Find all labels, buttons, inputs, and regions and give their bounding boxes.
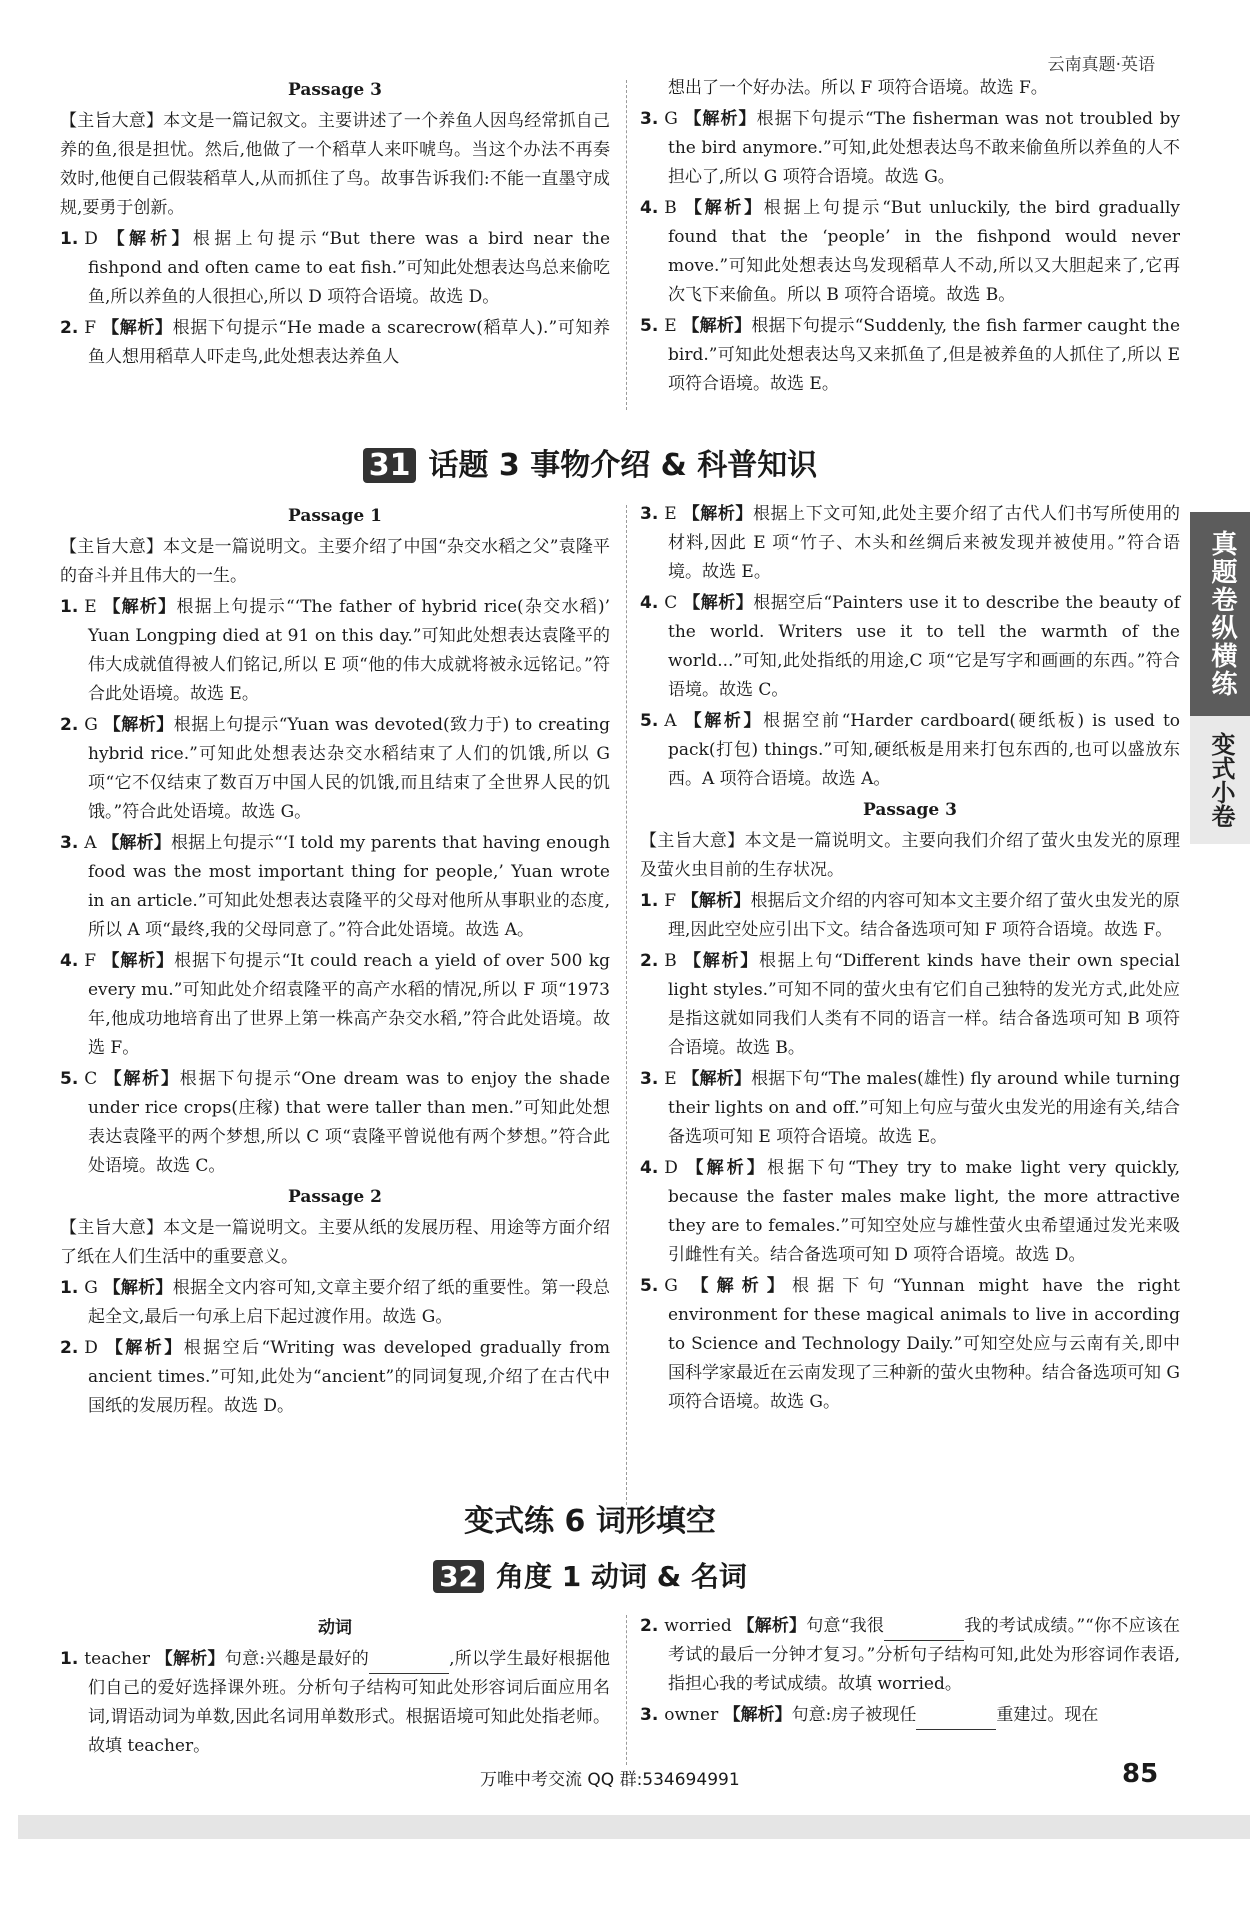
summary: 【主旨大意】本文是一篇说明文。主要介绍了中国“杂交水稻之父”袁隆平的奋斗并且伟大的一生。 xyxy=(60,537,610,586)
answer-item: 2. D 【解析】根据空后“Writing was developed gradually from ancient times.”可知,此处为“ancient”的同词复现,介绍了在古代中国纸的发展历程。故选 D。 xyxy=(60,1338,610,1416)
section-badge: 32 xyxy=(433,1560,484,1593)
answer-item: 1. E 【解析】根据上句提示“‘The father of hybrid rice(杂交水稻)’ Yuan Longping died at 91 on this day.”可知此处想表达袁隆平的伟大成就值得被人们铭记,所以 E 项“他的伟大成就将被永远铭记。”符合此处语境。故选 E。 xyxy=(60,597,611,704)
answer-item: 1. teacher 【解析】句意:兴趣是最好的 ,所以学生最好根据他们自己的爱好选择课外班。分析句子结构可知此处形容词后面应用名词,谓语动词为单数,因此名词用单数形式。根据语境可知此处指老师。故填 teacher。 xyxy=(60,1649,610,1756)
top-right-column xyxy=(640,74,1180,401)
page-header: 云南真题·英语 xyxy=(1047,55,1155,75)
bottom-bar xyxy=(18,1815,1250,1839)
fill-blank xyxy=(884,1622,964,1641)
answer-item: 3. E 【解析】根据下句“The males(雄性) fly around while turning their lights on and off.”可知上句应与萤火虫发光的用途有关,结合备选项可知 E 项符合语境。故选 E。 xyxy=(640,1069,1181,1147)
answer-item: 2. F 【解析】根据下句提示“He made a scarecrow(稻草人).”可知养鱼人想用稻草人吓走鸟,此处想表达养鱼人 xyxy=(60,318,611,367)
section-32-heading: 32 角度 1 动词 & 名词 xyxy=(0,1555,1180,1595)
passage-title: Passage 2 xyxy=(288,1187,382,1207)
answer-item: 2. B 【解析】根据上句“Different kinds have their own special light styles.”可知不同的萤火虫有它们自己独特的发光方式,此处应是指这就如同我们人类有不同的语言一样。结合备选项可知 B 项符合语境。故选 B。 xyxy=(640,951,1180,1058)
footer-qq: 万唯中考交流 QQ 群:534694991 xyxy=(480,1770,740,1790)
side-tab-light-label: 变式小卷 xyxy=(1207,732,1235,828)
answer-item: 5. C 【解析】根据下句提示“One dream was to enjoy the shade under rice crops(庄稼) that were taller than men.”可知此处想表达袁隆平的两个梦想,所以 C 项“袁隆平曾说他有两个梦想。”符合此处语境。故选 C。 xyxy=(60,1069,611,1176)
summary: 【主旨大意】本文是一篇记叙文。主要讲述了一个养鱼人因鸟经常抓自己养的鱼,很是担忧。然后,他做了一个稻草人来吓唬鸟。当这个办法不再奏效时,他便自己假装稻草人,从而抓住了鸟。故事告诉我们:不能一直墨守成规,要勇于创新。 xyxy=(60,111,610,218)
mid-right-column xyxy=(640,500,1180,1419)
answer-item: 5. E 【解析】根据下句提示“Suddenly, the fish farmer caught the bird.”可知此处想表达鸟又来抓鱼了,但是被养鱼的人抓住了,所以 E 项符合语境。故选 E。 xyxy=(640,316,1180,394)
bottom-right-column xyxy=(640,1612,1180,1732)
answer-item: 4. D 【解析】根据下句“They try to make light very quickly, because the faster males make light, the more attractive they are to females.”可知空处应与雄性萤火虫希望通过发光来吸引雌性有关。结合备选项可知 D 项符合语境。故选 D。 xyxy=(640,1158,1180,1265)
answer-item: 3. A 【解析】根据上句提示“‘I told my parents that having enough food was the most important thing for people,’ Yuan wrote in an article.”可知此处想表达袁隆平的父母对他所从事职业的态度,所以 A 项“最终,我的父母同意了。”符合此处语境。故选 A。 xyxy=(60,833,611,940)
section-31-heading: 31 话题 3 事物介绍 & 科普知识 xyxy=(0,440,1180,484)
passage-title: Passage 3 xyxy=(288,80,382,100)
column-divider xyxy=(626,80,627,410)
continuation-text: 想出了一个好办法。所以 F 项符合语境。故选 F。 xyxy=(668,78,1048,98)
fill-blank xyxy=(369,1655,449,1674)
bottom-left-column xyxy=(60,1612,610,1763)
fill-blank xyxy=(916,1711,996,1730)
section-change6-heading: 变式练 6 词形填空 xyxy=(464,1504,716,1539)
answer-item: 1. G 【解析】根据全文内容可知,文章主要介绍了纸的重要性。第一段总起全文,最后一句承上启下起过渡作用。故选 G。 xyxy=(60,1278,611,1327)
side-tab xyxy=(1190,512,1250,844)
summary: 【主旨大意】本文是一篇说明文。主要从纸的发展历程、用途等方面介绍了纸在人们生活中的重要意义。 xyxy=(60,1218,610,1267)
answer-item: 2. worried 【解析】句意“我很 我的考试成绩。”“你不应该在考试的最后一分钟才复习。”分析句子结构可知,此处为形容词作表语,指担心我的考试成绩。故填 worried。 xyxy=(640,1616,1180,1694)
column-divider xyxy=(626,1615,627,1765)
top-left-column xyxy=(60,74,610,374)
answer-item: 3. G 【解析】根据下句提示“The fisherman was not troubled by the bird anymore.”可知,此处想表达鸟不敢来偷鱼所以养鱼的人不担心了,所以 G 项符合语境。故选 G。 xyxy=(640,109,1181,187)
mid-left-column xyxy=(60,500,610,1423)
answer-item: 4. B 【解析】根据上句提示“But unluckily, the bird gradually found that the ‘people’ in the fishpond would never move.”可知此处想表达鸟发现稻草人不动,所以又大胆起来了,它再次飞下来偷鱼。所以 B 项符合语境。故选 B。 xyxy=(640,198,1180,305)
summary: 【主旨大意】本文是一篇说明文。主要向我们介绍了萤火虫发光的原理及萤火虫目前的生存状况。 xyxy=(640,831,1180,880)
side-tab-dark-label: 真题卷纵横练 xyxy=(1190,512,1250,716)
subheading: 动词 xyxy=(318,1618,352,1638)
answer-item: 4. C 【解析】根据空后“Painters use it to describe the beauty of the world. Writers use it to tell the warmth of the world...”可知,此处指纸的用途,C 项“它是写字和画画的东西。”符合语境。故选 C。 xyxy=(640,593,1180,700)
answer-item: 4. F 【解析】根据下句提示“It could reach a yield of over 500 kg every mu.”可知此处介绍袁隆平的高产水稻的情况,所以 F 项“1973 年,他成功地培育出了世界上第一株高产杂交水稻,”符合此处语境。故选 F。 xyxy=(60,951,611,1058)
passage-title: Passage 3 xyxy=(863,800,957,820)
passage-title: Passage 1 xyxy=(288,506,382,526)
answer-item: 5. G 【解析】根据下句“Yunnan might have the right environment for these magical animals to live in according to Science and Technology Daily.”可知空处应与云南有关,即中国科学家最近在云南发现了三种新的萤火虫物种。结合备选项可知 G 项符合语境。故选 G。 xyxy=(640,1276,1180,1412)
page-number: 85 xyxy=(1122,1759,1159,1789)
answer-item: 5. A 【解析】根据空前“Harder cardboard(硬纸板) is used to pack(打包) things.”可知,硬纸板是用来打包东西的,也可以盛放东西。A 项符合语境。故选 A。 xyxy=(640,711,1181,789)
section-badge: 31 xyxy=(363,448,417,483)
answer-item: 2. G 【解析】根据上句提示“Yuan was devoted(致力于) to creating hybrid rice.”可知此处想表达杂交水稻结束了人们的饥饿,所以 G 项“它不仅结束了数百万中国人民的饥饿,而且结束了全世界人民的饥饿。”符合此处语境。故选 G。 xyxy=(60,715,611,822)
answer-item: 3. E 【解析】根据上下文可知,此处主要介绍了古代人们书写所使用的材料,因此 E 项“竹子、木头和丝绸后来被发现并被使用。”符合语境。故选 E。 xyxy=(640,504,1181,582)
column-divider xyxy=(626,505,627,1505)
answer-item: 1. F 【解析】根据后文介绍的内容可知本文主要介绍了萤火虫发光的原理,因此空处应引出下文。结合备选项可知 F 项符合语境。故选 F。 xyxy=(640,891,1181,940)
answer-item: 3. owner 【解析】句意:房子被现任 重建过。现在 xyxy=(640,1701,1180,1730)
answer-item: 1. D 【解析】根据上句提示“But there was a bird near the fishpond and often came to eat fish.”可知此处想表达鸟总来偷吃鱼,所以养鱼的人很担心,所以 D 项符合语境。故选 D。 xyxy=(60,229,611,307)
